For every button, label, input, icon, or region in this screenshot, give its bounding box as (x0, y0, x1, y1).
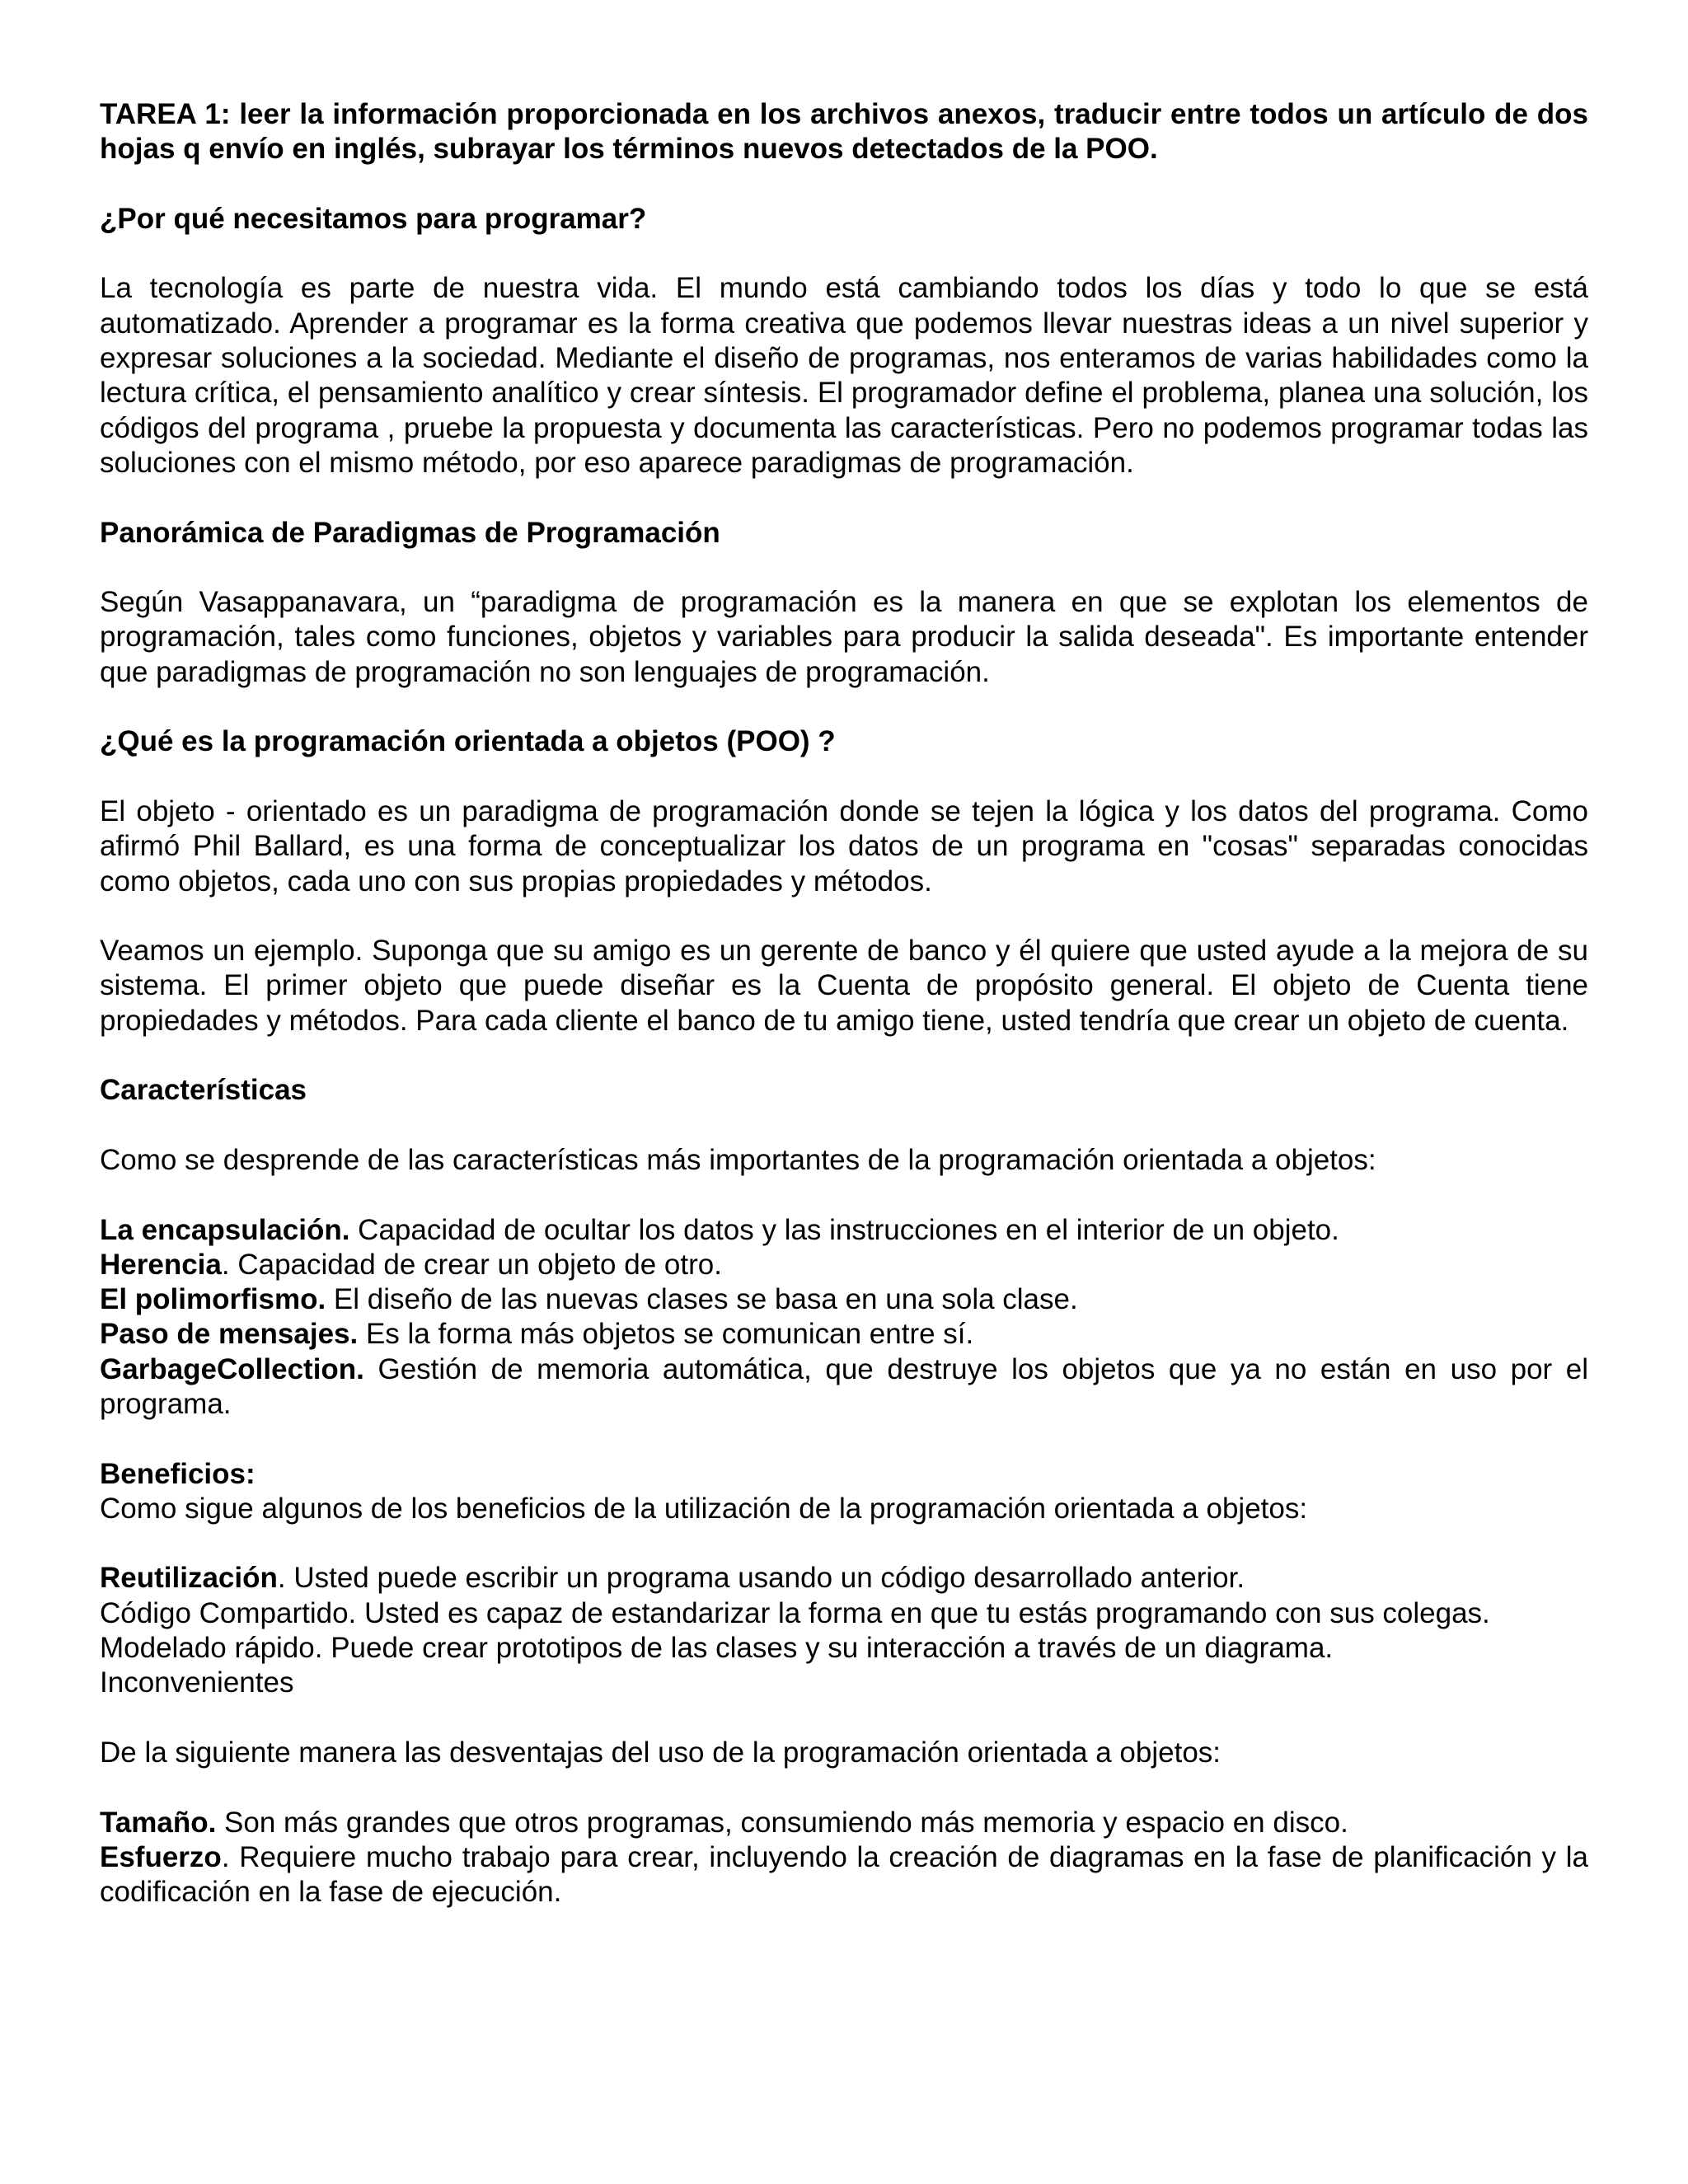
drawback-item-effort (100, 1840, 1588, 1910)
benefit-desc: . Usted puede escribir un programa usando un código desarrollado anterior. (277, 1562, 1245, 1595)
feature-term: Paso de mensajes. (100, 1318, 359, 1351)
drawback-desc: . Requiere mucho trabajo para crear, incluyendo la creación de diagramas en la fase de planificación y la codificación en la fase de ejecución. (100, 1840, 1588, 1909)
heading-benefits: Beneficios: (100, 1457, 256, 1490)
benefit-item-reuse (100, 1561, 1588, 1596)
task-instructions: TAREA 1: leer la información proporcionada en los archivos anexos, traducir entre todos un artículo de dos hojas q envío en inglés, subrayar los términos nuevos detectados de la POO. (100, 98, 1588, 166)
feature-desc: Capacidad de ocultar los datos y las instrucciones en el interior de un objeto. (349, 1213, 1339, 1246)
feature-item-message-passing (100, 1317, 1588, 1352)
drawback-term: Esfuerzo (100, 1840, 222, 1873)
feature-term: El polimorfismo. (100, 1283, 326, 1316)
paragraph-paradigms: Según Vasappanavara, un “paradigma de programación es la manera en que se explotan los elementos de programación, tales como funciones, objetos y variables para producir la salida deseada". Es importante entender que paradigmas de programación no son lenguajes de programación. (100, 586, 1588, 688)
feature-term: Herencia (100, 1248, 222, 1281)
feature-item-encapsulation (100, 1213, 1588, 1248)
feature-item-garbage-collection (100, 1352, 1588, 1422)
feature-item-polymorphism (100, 1282, 1588, 1317)
heading-oop: ¿Qué es la programación orientada a objetos (POO) ? (100, 725, 836, 758)
feature-term: GarbageCollection. (100, 1352, 364, 1385)
heading-features: Características (100, 1074, 307, 1107)
paragraph-oop-definition: El objeto - orientado es un paradigma de programación donde se tejen la lógica y los datos del programa. Como afirmó Phil Ballard, es una forma de conceptualizar los datos de un programa en "cosas" separadas conocidas como objetos, cada uno con sus propias propiedades y métodos. (100, 794, 1588, 898)
feature-desc: Gestión de memoria automática, que destruye los objetos que ya no están en uso por el programa. (100, 1352, 1588, 1420)
heading-why-program: ¿Por qué necesitamos para programar? (100, 202, 647, 235)
feature-desc: . Capacidad de crear un objeto de otro. (221, 1248, 722, 1281)
paragraph-why-program: La tecnología es parte de nuestra vida. El mundo está cambiando todos los días y todo lo que se está automatizado. Aprender a programar es la forma creativa que podemos llevar nuestras ideas a un nivel superior y expresar soluciones a la sociedad. Mediante el diseño de programas, nos enteramos de varias habilidades como la lectura crítica, el pensamiento analítico y crear síntesis. El programador define el problema, planea una solución, los códigos del programa , pruebe la propuesta y documenta las características. Pero no podemos programar todas las soluciones con el mismo método, por eso aparece paradigmas de programación. (100, 272, 1588, 479)
benefit-term: Reutilización (100, 1562, 278, 1595)
drawback-term: Tamaño. (100, 1806, 217, 1839)
feature-term: La encapsulación. (100, 1213, 350, 1246)
benefit-item-rapid-modeling: Modelado rápido. Puede crear prototipos de las clases y su interacción a través de un diagrama. (100, 1632, 1334, 1665)
features-intro: Como se desprende de las características más importantes de la programación orientada a objetos: (100, 1143, 1376, 1176)
feature-item-inheritance (100, 1248, 1588, 1282)
drawback-desc: Son más grandes que otros programas, consumiendo más memoria y espacio en disco. (216, 1806, 1348, 1839)
drawbacks-heading: Inconvenientes (100, 1666, 294, 1699)
drawback-item-size (100, 1806, 1588, 1840)
drawbacks-intro: De la siguiente manera las desventajas del uso de la programación orientada a objetos: (100, 1736, 1221, 1769)
heading-paradigms: Panorámica de Paradigmas de Programación (100, 516, 720, 549)
feature-desc: Es la forma más objetos se comunican entre sí. (358, 1318, 974, 1351)
paragraph-oop-example: Veamos un ejemplo. Suponga que su amigo es un gerente de banco y él quiere que usted ayude a la mejora de su sistema. El primer objeto que puede diseñar es la Cuenta de propósito general. El objeto de Cuenta tiene propiedades y métodos. Para cada cliente el banco de tu amigo tiene, usted tendría que crear un objeto de cuenta. (100, 935, 1588, 1037)
feature-desc: El diseño de las nuevas clases se basa en una sola clase. (326, 1283, 1078, 1316)
benefit-item-shared-code: Código Compartido. Usted es capaz de estandarizar la forma en que tu estás programando con sus colegas. (100, 1596, 1490, 1629)
benefits-intro: Como sigue algunos de los beneficios de la utilización de la programación orientada a objetos: (100, 1492, 1308, 1525)
document-page (100, 97, 1588, 1910)
